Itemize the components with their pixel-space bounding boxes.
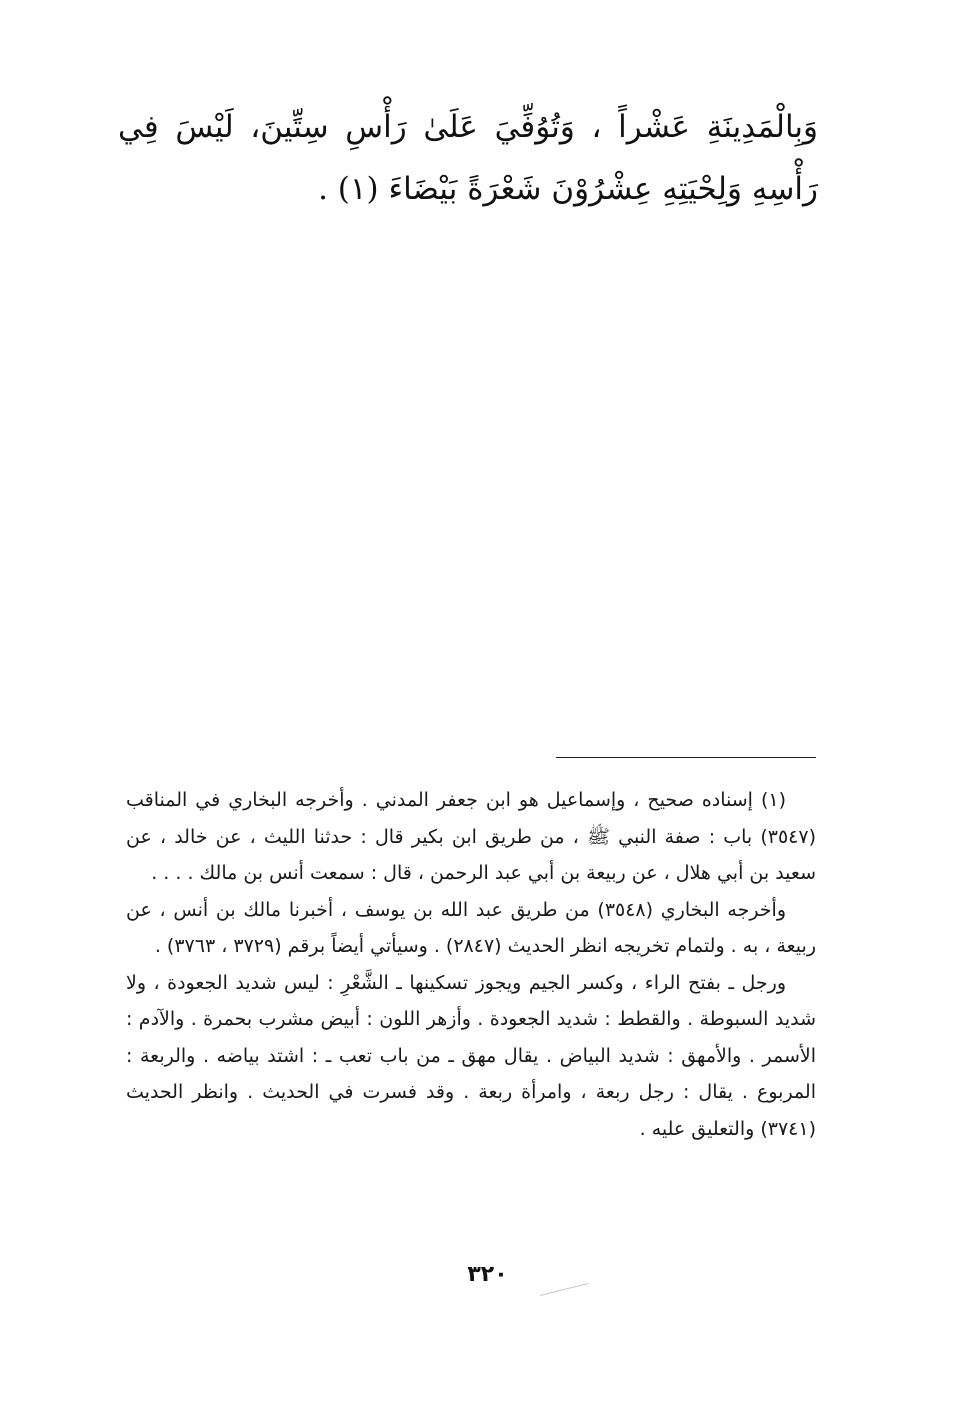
footnote-divider [556,757,816,758]
main-text [118,96,818,220]
footnotes-section [126,782,816,1147]
footnote-paragraph-2: وأخرجه البخاري (٣٥٤٨) من طريق عبد الله بن يوسف ، أخبرنا مالك بن أنس ، عن ربيعة ، به . ولتمام تخريجه انظر الحديث (٢٨٤٧) . وسيأتي أيضاً برقم (٣٧٢٩ ، ٣٧٦٣) . [126,898,816,957]
footnote-paragraph-1: (١) إسناده صحيح ، وإسماعيل هو ابن جعفر المدني . وأخرجه البخاري في المناقب (٣٥٤٧) باب : صفة النبي ﷺ ، من طريق ابن بكير قال : حدثنا الليث ، عن خالد ، عن سعيد بن أبي هلال ، عن ربيعة بن أبي عبد الرحمن ، قال : سمعت أنس بن مالك . . . . [126,789,816,884]
page-number: ٣٢٠ [467,1262,508,1287]
footnote-paragraph-3: ورجل ـ بفتح الراء ، وكسر الجيم ويجوز تسكينها ـ الشَّعْرِ : ليس شديد الجعودة ، ولا شديد السبوطة . والقطط : شديد الجعودة . وأزهر اللون : أبيض مشرب بحمرة . والآدم : الأسمر . والأمهق : شديد البياض . يقال مهق ـ من باب تعب ـ : اشتد بياضه . والربعة : المربوع . يقال : رجل ربعة ، وامرأة ربعة . وقد فسرت في الحديث . وانظر الحديث (٣٧٤١) والتعليق عليه . [126,971,816,1140]
main-text-paragraph: وَبِالْمَدِينَةِ عَشْراً ، وَتُوُفِّيَ عَلَىٰ رَأْسِ سِتِّينَ، لَيْسَ فِي رَأْسِهِ وَلِحْيَتِهِ عِشْرُوْنَ شَعْرَةً بَيْضَاءَ (١) . [118,109,818,207]
